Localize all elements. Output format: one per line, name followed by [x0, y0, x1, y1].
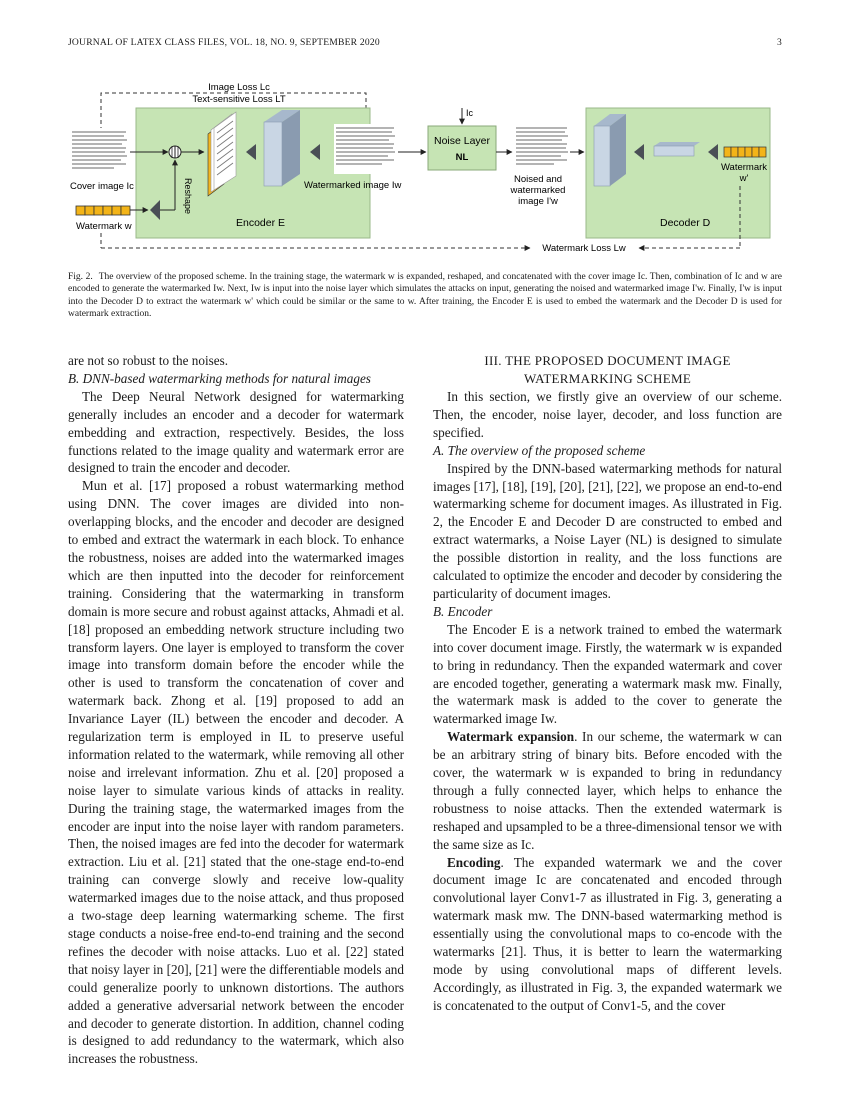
noise-layer-box [428, 126, 496, 170]
section-title: III. THE PROPOSED DOCUMENT IMAGE WATERMARKING SCHEME [484, 353, 731, 386]
watermark-label: Watermark w [76, 221, 132, 232]
watermark-out-label-2: w' [739, 173, 749, 184]
watermarked-image-thumbnail [334, 124, 398, 174]
watermark-loss-label: Watermark Loss Lw [542, 243, 626, 254]
encoder-label: Encoder E [236, 217, 286, 229]
right-column [433, 352, 782, 1015]
noise-layer-label: Noise Layer [433, 135, 491, 147]
figure-caption-text: The overview of the proposed scheme. In the training stage, the watermark w is expanded, reshaped, and concatenated with the cover image Ic. Then, combination of Ic and w are encoded to generate the watermarked Iw. Next, Iw is input into the noise layer which simulates the attacks on input, generating the noised and watermarked image I'w. Finally, I'w is input into the Decoder D to extract the watermark w' which could be similar or the same to w. After training, the Encoder E is used to embed the watermark and the Decoder D is used for watermark extraction. [68, 272, 782, 320]
noised-label-2: watermarked [510, 185, 566, 196]
left-column [68, 352, 404, 1068]
concat-icon [169, 146, 181, 158]
paragraph [433, 854, 782, 1015]
decoder-label: Decoder D [660, 217, 711, 229]
nl-label: NL [455, 152, 469, 163]
paragraph [433, 728, 782, 853]
page-number: 3 [777, 37, 782, 48]
subsection-title-dnn-methods: B. DNN-based watermarking methods for natural images [68, 370, 371, 386]
decoder-fc-block [654, 142, 700, 156]
overview-figure [64, 78, 784, 268]
noised-label-1: Noised and [513, 174, 563, 185]
paragraph-text: . In our scheme, the watermark w can be an arbitrary string of binary bits. Before encoded with the cover, the watermark w is expanded to bring in redundancy through a fully connected layer, which helps to enhance the robustness to noise attacks. Then the extended watermark is reshaped and upsampled to be a three-dimensional tensor we with the same size as Ic. [433, 729, 782, 852]
reshape-label: Reshape [183, 178, 193, 215]
paragraph-text: . The expanded watermark we and the cover document image Ic are concatenated and encoded through convolutional layer Conv1-7 as illustrated in Fig. 3, generating a watermark mask mw. The DNN-based watermarking method is essentially using the convolutional maps to co-encode with the watermarks [21]. Thus, it is better to learn the watermarking mode by using convolutional maps of different levels. Accordingly, as illustrated in Fig. 3, the expanded watermark we is concatenated to the output of Conv1-5, and the cover [433, 854, 782, 1013]
paragraph: In this section, we firstly give an overview of our scheme. Then, the encoder, noise layer, decoder, and loss function are specified. [433, 389, 782, 440]
paragraph: Inspired by the DNN-based watermarking methods for natural images [17], [18], [19], [20], [21], [22], we propose an end-to-end watermarking scheme for document images. As illustrated in Fig. 2, the Encoder E and Decoder D are constructed to embed and extract watermarks, a Noise Layer (NL) is designed to simulate the possible distortion in reality, and the loss functions are calculated to optimize the encoder and decoder by considering the particularity of document images. [433, 460, 782, 601]
watermark-out-bits [724, 147, 766, 157]
subsection-title-encoder: B. Encoder [433, 603, 493, 619]
noised-label-3: image I'w [518, 196, 558, 207]
noise-input-label: Ic [466, 108, 474, 118]
paragraph: The Deep Neural Network designed for watermarking generally includes an encoder and a decoder for watermark embedding and extraction, respectively. Besides, the loss functions related to the image quality and watermark error are designed to train the encoder and decoder. [68, 388, 404, 476]
decoder-conv-block [594, 114, 626, 186]
running-header: JOURNAL OF LATEX CLASS FILES, VOL. 18, NO. 9, SEPTEMBER 2020 [68, 37, 380, 48]
watermark-bits [76, 206, 130, 215]
cover-image-thumbnail [70, 128, 130, 176]
image-loss-label: Image Loss Lc [208, 82, 270, 93]
figure-caption [68, 271, 782, 321]
cover-image-label: Cover image Ic [70, 181, 134, 192]
text-loss-label: Text-sensitive Loss LT [192, 94, 286, 105]
encoder-conv-block [264, 110, 300, 186]
paragraph: The Encoder E is a network trained to embed the watermark into cover document image. Firstly, the watermark w is expanded to bring in redundancy. Then the expanded watermark and cover are encoded together, generating a watermark mask mw. Finally, the watermark mask is added to the cover to generate the watermarked image Iw. [433, 621, 782, 727]
watermarked-image-label: Watermarked image Iw [304, 180, 402, 191]
noised-image-thumbnail [514, 124, 570, 170]
paragraph: Mun et al. [17] proposed a robust watermarking method using DNN. The cover images are divided into non-overlapping blocks, and the encoder and decoder are designed to embed and extract the watermark in each block. To enhance the robustness, noises are added into the watermarked images which are then inputted into the decoder for reinforcement training. Considering that the watermarking in transform domain is more secure and robust against attacks, Ahmadi et al. [18] proposed an embedding network structure including two transform layers. One layer is employed to transform the cover image into transform domain before the encoder while the other is used to transform the concatenation of cover and watermark back. Zhong et al. [19] proposed to add an Invariance Layer (IL) between the encoder and decoder. A regularization term is employed in IL to preserve useful information related to the watermark, while removing all other noise and irrelevant information. Zhu et al. [20] proposed a noise layer to simulate various kinds of attacks in reality. During the training stage, the watermarked images from the encoder are input into the noise layer with random parameters. Then, the noised images are fed into the decoder for watermark extraction. Liu et al. [21] stated that the one-stage end-to-end training can converge slowly and receive low-quality watermarked images due to the noise attack, and thus proposed a two-stage deep learning watermarking scheme. The first stage conducts a noise-free end-to-end training and the second refines the decoder with noise attacks. Luo et al. [22] stated that noisy layer in [20], [21] were the differentiable models and could generalize poorly to unknown distortions. The authors added a generative adversarial network between the encoder and decoder to generate distortion. In addition, channel coding is designed to add redundancy to the watermark, which also increases the robustness. [68, 478, 404, 1067]
subsection-title-overview: A. The overview of the proposed scheme [433, 442, 646, 458]
run-in-heading: Encoding [447, 854, 501, 870]
paragraph-continuation: are not so robust to the noises. [68, 353, 229, 368]
figure-caption-label: Fig. 2. [68, 272, 93, 282]
watermark-out-label-1: Watermark [720, 162, 768, 173]
run-in-heading: Watermark expansion [447, 729, 575, 745]
